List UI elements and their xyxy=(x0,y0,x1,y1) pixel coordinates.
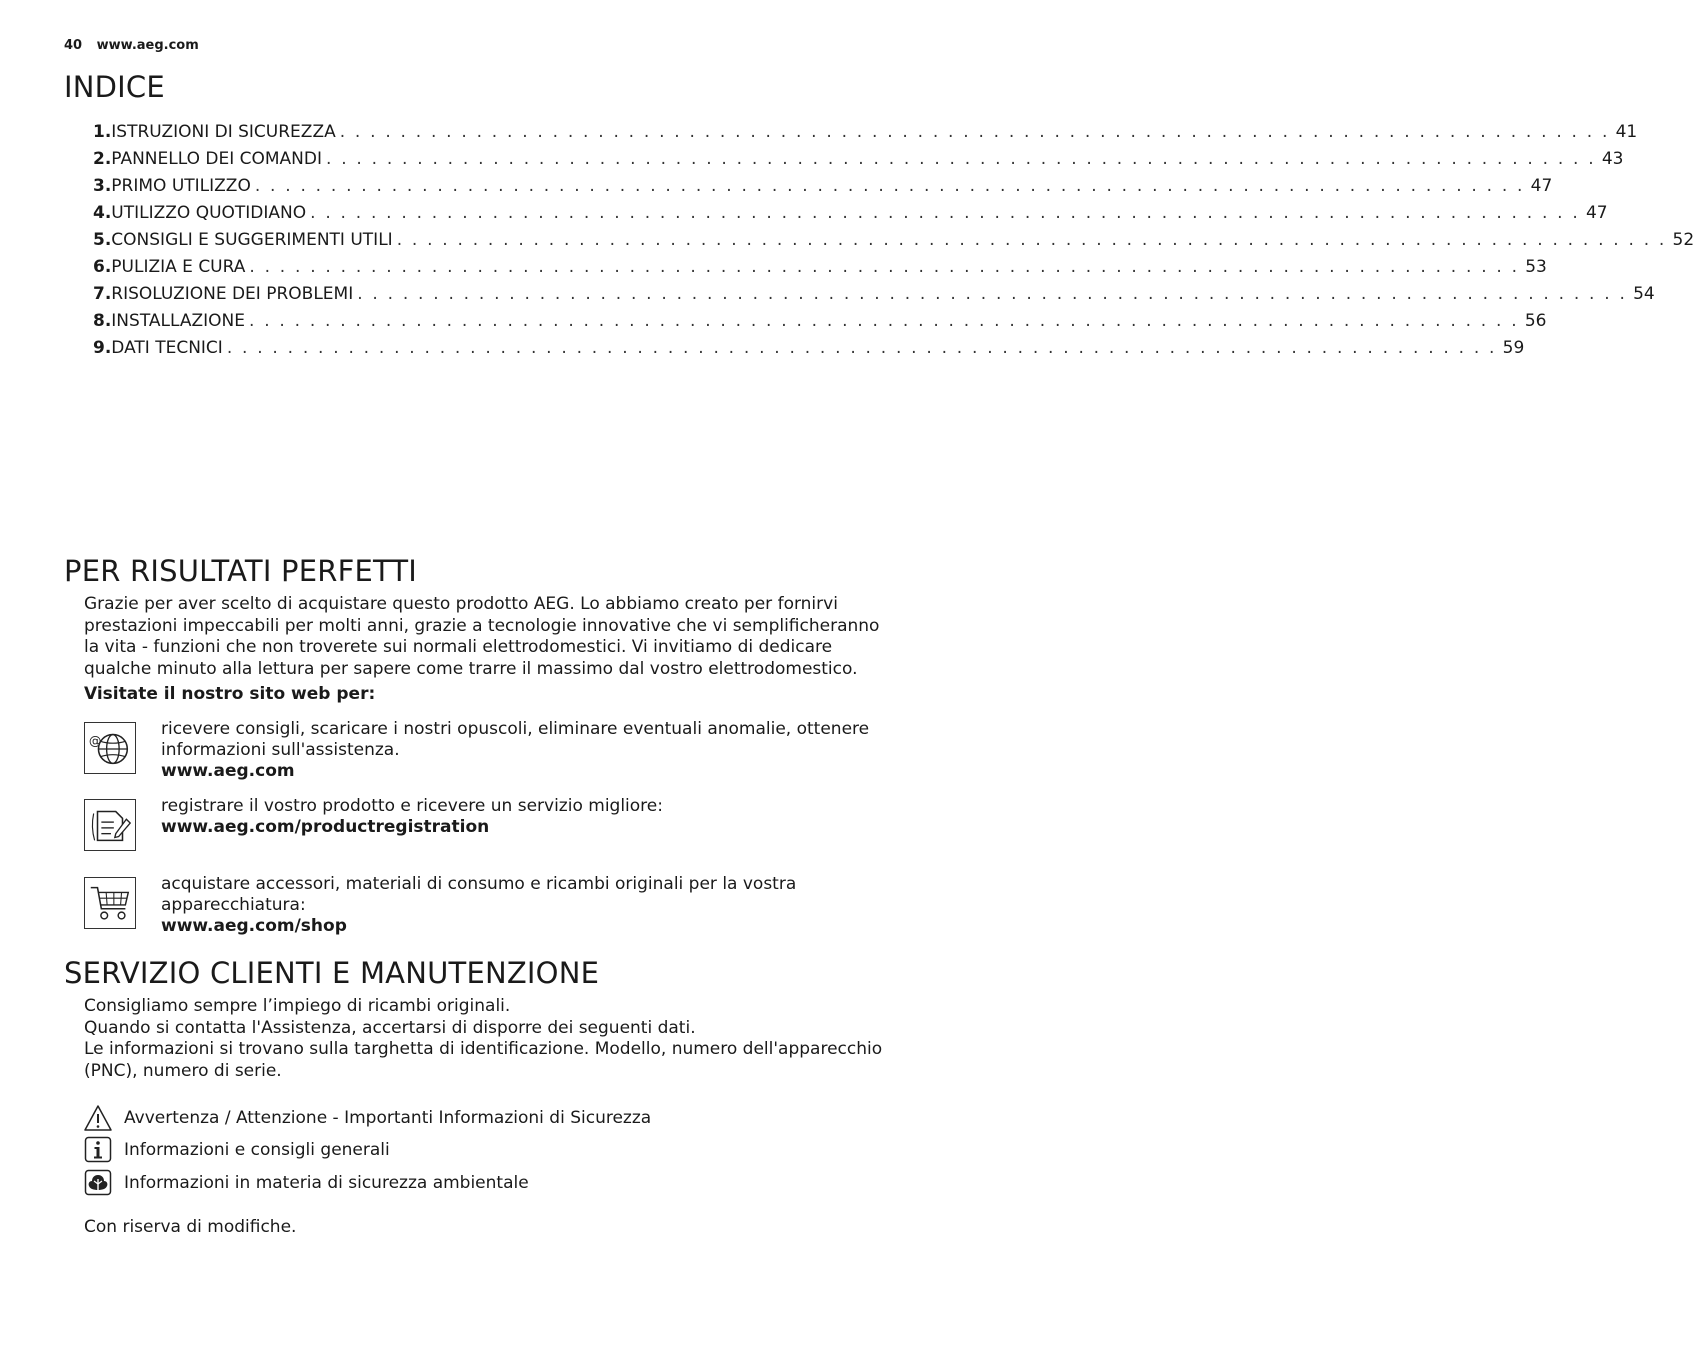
web-item-text: registrare il vostro prodotto e ricevere un servizio migliore: xyxy=(161,796,663,816)
service-line: Le informazioni si trovano sulla targhetta di identificazione. Modello, numero dell'apparecchio (PNC), numero di serie. xyxy=(84,1039,883,1081)
toc-dot-leader: . . . . . . . . . . . . . . . . . . . . . . . . . . . . . . . . . . . . . . . . . . . . . . . . . . . . . . . . . . . . . . . . . . . . . . . . . . . . . . . . . . . . xyxy=(357,284,1628,304)
toc-entry-number: 1. xyxy=(93,122,112,142)
web-item-text: ricevere consigli, scaricare i nostri opuscoli, eliminare eventuali anomalie, ottenere informazioni sull'assistenza. xyxy=(161,719,870,760)
toc-entry-title: INSTALLAZIONE xyxy=(111,311,245,331)
globe-at-icon xyxy=(84,722,136,774)
toc-entry[interactable] xyxy=(93,149,1624,176)
toc-entry-page: 47 xyxy=(1585,203,1608,223)
legend-text: Informazioni e consigli generali xyxy=(124,1140,390,1160)
toc-entry[interactable] xyxy=(93,338,1525,365)
toc-dot-leader: . . . . . . . . . . . . . . . . . . . . . . . . . . . . . . . . . . . . . . . . . . . . . . . . . . . . . . . . . . . . . . . . . . . . . . . . . . . . . . . . . . . . xyxy=(310,203,1580,223)
toc-entry-title: UTILIZZO QUOTIDIANO xyxy=(111,203,307,223)
legend-item-warning xyxy=(84,1104,784,1132)
toc-dot-leader: . . . . . . . . . . . . . . . . . . . . . . . . . . . . . . . . . . . . . . . . . . . . . . . . . . . . . . . . . . . . . . . . . . . . . . . . . . . . . . . . . . . . xyxy=(396,230,1667,250)
toc-entry[interactable] xyxy=(93,284,1655,311)
service-line: Consigliamo sempre l’impiego di ricambi originali. xyxy=(84,996,511,1016)
page-header xyxy=(64,38,199,53)
toc-dot-leader: . . . . . . . . . . . . . . . . . . . . . . . . . . . . . . . . . . . . . . . . . . . . . . . . . . . . . . . . . . . . . . . . . . . . . . . . . . . . . . . . . . . . xyxy=(249,257,1520,277)
toc-entry-number: 5. xyxy=(93,230,112,250)
toc-entry-page: 56 xyxy=(1524,311,1547,331)
web-item-info xyxy=(84,719,894,781)
toc-heading: INDICE xyxy=(64,70,165,104)
toc-entry-page: 52 xyxy=(1672,230,1694,250)
service-line: Quando si contatta l'Assistenza, accertarsi di disporre dei seguenti dati. xyxy=(84,1017,696,1038)
web-item-link[interactable]: www.aeg.com/shop xyxy=(161,916,347,936)
footer-note: Con riserva di modifiche. xyxy=(84,1217,297,1237)
toc-entry-title: PANNELLO DEI COMANDI xyxy=(111,149,323,169)
toc-dot-leader: . . . . . . . . . . . . . . . . . . . . . . . . . . . . . . . . . . . . . . . . . . . . . . . . . . . . . . . . . . . . . . . . . . . . . . . . . . . . . . . . . . . . xyxy=(254,176,1525,196)
website-link[interactable]: www.aeg.com xyxy=(96,38,199,53)
environment-leaf-icon xyxy=(84,1169,112,1197)
toc-entry-number: 8. xyxy=(93,311,112,331)
toc-entry-number: 6. xyxy=(93,257,112,277)
toc-entry-number: 4. xyxy=(93,203,112,223)
web-item-link[interactable]: www.aeg.com/productregistration xyxy=(161,817,490,837)
warning-triangle-icon xyxy=(84,1104,112,1132)
toc-entry[interactable] xyxy=(93,257,1547,284)
toc-dot-leader: . . . . . . . . . . . . . . . . . . . . . . . . . . . . . . . . . . . . . . . . . . . . . . . . . . . . . . . . . . . . . . . . . . . . . . . . . . . . . . . . . . . . xyxy=(226,338,1497,358)
toc-entry-title: DATI TECNICI xyxy=(111,338,223,358)
svg-text:@: @ xyxy=(88,733,102,749)
info-icon xyxy=(84,1136,112,1164)
legend-item-environment xyxy=(84,1169,784,1197)
toc-entry-number: 2. xyxy=(93,149,112,169)
legend-text: Informazioni in materia di sicurezza ambientale xyxy=(124,1173,529,1193)
toc-entry[interactable] xyxy=(93,230,1694,257)
shopping-cart-icon xyxy=(84,877,136,929)
web-item-text: acquistare accessori, materiali di consumo e ricambi originali per la vostra apparecchiatura: xyxy=(161,874,797,915)
page-number: 40 xyxy=(64,38,83,53)
registration-form-icon xyxy=(84,799,136,851)
service-paragraph xyxy=(84,996,894,1082)
toc-entry-title: PULIZIA E CURA xyxy=(111,257,246,277)
toc-entry-page: 54 xyxy=(1633,284,1655,304)
toc-entry-number: 7. xyxy=(93,284,112,304)
toc-entry-page: 59 xyxy=(1502,338,1525,358)
web-item-link[interactable]: www.aeg.com xyxy=(161,761,295,781)
legend-item-info xyxy=(84,1136,784,1164)
toc-dot-leader: . . . . . . . . . . . . . . . . . . . . . . . . . . . . . . . . . . . . . . . . . . . . . . . . . . . . . . . . . . . . . . . . . . . . . . . . . . . . . . . . . . . . xyxy=(339,122,1610,142)
toc-entry-number: 9. xyxy=(93,338,112,358)
toc-entry[interactable] xyxy=(93,122,1638,149)
table-of-contents xyxy=(93,122,1694,365)
web-item-shop xyxy=(84,874,894,936)
toc-entry-page: 43 xyxy=(1601,149,1624,169)
section-heading-risultati: PER RISULTATI PERFETTI xyxy=(64,554,418,588)
toc-entry[interactable] xyxy=(93,176,1553,203)
intro-paragraph: Grazie per aver scelto di acquistare questo prodotto AEG. Lo abbiamo creato per fornirvi prestazioni impeccabili per molti anni, grazie a tecnologie innovative che vi semplificheranno la vita - funzioni che non troverete sui normali elettrodomestici. Vi invitiamo di dedicare qualche minuto alla lettura per sapere come trarre il massimo dal vostro elettrodomestico. xyxy=(84,594,880,679)
toc-entry-page: 47 xyxy=(1530,176,1553,196)
toc-entry-title: RISOLUZIONE DEI PROBLEMI xyxy=(111,284,354,304)
toc-entry-title: CONSIGLI E SUGGERIMENTI UTILI xyxy=(111,230,393,250)
toc-entry-number: 3. xyxy=(93,176,112,196)
toc-entry-page: 53 xyxy=(1525,257,1547,277)
section-heading-servizio: SERVIZIO CLIENTI E MANUTENZIONE xyxy=(64,956,600,990)
toc-entry-title: ISTRUZIONI DI SICUREZZA xyxy=(111,122,336,142)
toc-entry-page: 41 xyxy=(1615,122,1638,142)
toc-entry[interactable] xyxy=(93,311,1547,338)
toc-dot-leader: . . . . . . . . . . . . . . . . . . . . . . . . . . . . . . . . . . . . . . . . . . . . . . . . . . . . . . . . . . . . . . . . . . . . . . . . . . . . . . . . . . . . xyxy=(248,311,1519,331)
legend-text: Avvertenza / Attenzione - Importanti Informazioni di Sicurezza xyxy=(124,1108,652,1128)
toc-dot-leader: . . . . . . . . . . . . . . . . . . . . . . . . . . . . . . . . . . . . . . . . . . . . . . . . . . . . . . . . . . . . . . . . . . . . . . . . . . . . . . . . . . . . xyxy=(326,149,1596,169)
web-item-registration xyxy=(84,796,894,855)
toc-entry-title: PRIMO UTILIZZO xyxy=(111,176,251,196)
toc-entry[interactable] xyxy=(93,203,1608,230)
visit-label: Visitate il nostro sito web per: xyxy=(84,684,376,704)
